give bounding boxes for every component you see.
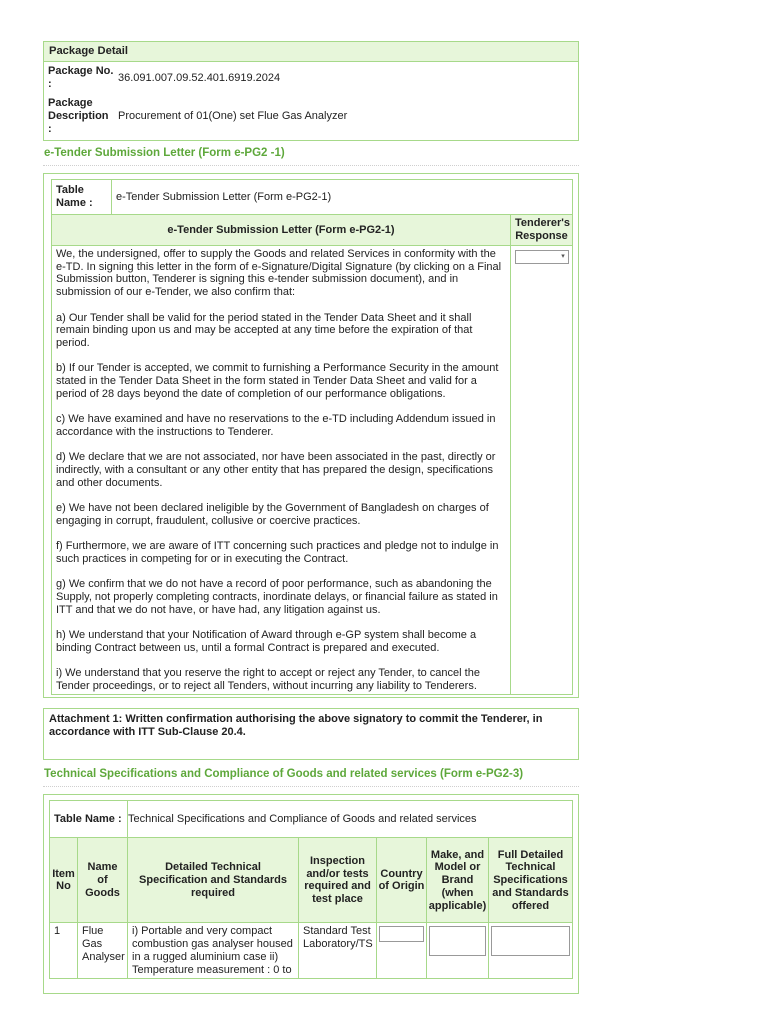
cell-make-model	[427, 923, 489, 979]
package-detail-box	[43, 41, 579, 141]
cell-inspection: Standard Test Laboratory/TS	[299, 923, 377, 979]
table-name-label: Table Name :	[50, 801, 128, 838]
package-description-value: Procurement of 01(One) set Flue Gas Analyzer	[118, 110, 348, 122]
letter-body	[52, 246, 511, 695]
letter-paragraph: g) We confirm that we do not have a record of poor performance, such as abandoning the Supply, not properly completing contracts, inordinate delays, or financial failure as stated in ITT and that we do not have, or have had, any litigation against us.	[56, 578, 498, 616]
submission-letter-box	[43, 173, 579, 698]
table-name-value: e-Tender Submission Letter (Form e-PG2-1)	[112, 180, 573, 215]
header-name-of-goods: Name of Goods	[78, 838, 128, 923]
letter-body-row	[52, 246, 573, 695]
make-model-input[interactable]	[429, 926, 486, 956]
table-row	[50, 923, 573, 979]
header-detailed-spec: Detailed Technical Specification and Standards required	[128, 838, 299, 923]
letter-paragraph: We, the undersigned, offer to supply the Goods and related Services in conformity with the e-TD. In signing this letter in the form of e-Signature/Digital Signature (by clicking on a Final Submission button, Tenderer is signing this e-tender submission document), and in submission of our e-Tender, we also confirm that:	[56, 248, 502, 299]
cell-detailed-spec: i) Portable and very compact combustion gas analyser housed in a rugged aluminium case ii) Temperature measurement : 0 to	[128, 923, 299, 979]
package-description-label: Package Description :	[48, 97, 109, 135]
full-spec-offered-input[interactable]	[491, 926, 570, 956]
letter-paragraph: e) We have not been declared ineligible by the Government of Bangladesh on charges of engaging in corrupt, fraudulent, collusive or coercive practices.	[56, 501, 489, 527]
technical-spec-table	[49, 800, 573, 979]
letter-header-row	[52, 215, 573, 246]
attachment-box	[43, 708, 579, 760]
attachment-text: Attachment 1: Written confirmation authorising the above signatory to commit the Tenderer, in accordance with ITT Sub-Clause 20.4.	[49, 713, 543, 739]
package-description-row	[44, 93, 578, 140]
header-inspection: Inspection and/or tests required and test place	[299, 838, 377, 923]
letter-paragraph: d) We declare that we are not associated, nor have been associated in the past, directly or indirectly, with a consultant or any other entity that has prepared the design, specifications and other documents.	[56, 451, 496, 489]
letter-paragraph: f) Furthermore, we are aware of ITT concerning such practices and pledge not to indulge in such practices in competing for or in executing the Contract.	[56, 540, 499, 565]
cell-item-no: 1	[50, 923, 78, 979]
technical-spec-section-title: Technical Specifications and Compliance of Goods and related services (Form e-PG2-3)	[43, 764, 579, 787]
table-name-value: Technical Specifications and Compliance of Goods and related services	[128, 801, 573, 838]
header-item-no: Item No	[50, 838, 78, 923]
table-name-row	[52, 180, 573, 215]
letter-paragraph: a) Our Tender shall be valid for the period stated in the Tender Data Sheet and it shall remain binding upon us and may be accepted at any time before the expiration of that period.	[56, 311, 473, 349]
dropdown-arrow-icon: ▾	[561, 253, 565, 260]
letter-paragraph: i) We understand that you reserve the right to accept or reject any Tender, to cancel the Tender proceedings, or to reject all Tenders, without incurring any liability to Tenderers.	[56, 667, 480, 692]
package-detail-header: Package Detail	[44, 42, 578, 62]
table-name-row	[50, 801, 573, 838]
package-no-row	[44, 62, 578, 93]
tenderer-response-header: Tenderer's Response	[511, 215, 573, 246]
letter-paragraph: h) We understand that your Notification of Award through e-GP system shall become a binding Contract between us, until a formal Contract is prepared and executed.	[56, 628, 477, 654]
header-country-of-origin: Country of Origin	[377, 838, 427, 923]
country-of-origin-input[interactable]	[379, 926, 424, 942]
letter-paragraph: c) We have examined and have no reservations to the e-TD including Addendum issued in accordance with the instructions to Tenderer.	[56, 413, 496, 438]
submission-letter-section-title: e-Tender Submission Letter (Form e-PG2 -1)	[43, 143, 579, 166]
letter-paragraph: b) If our Tender is accepted, we commit to furnishing a Performance Security in the amount stated in the Tender Data Sheet in the form stated in Tender Data Sheet and valid for a period of 28 days beyond the date of completion of our performance obligations.	[56, 362, 499, 400]
tenderer-response-cell	[511, 246, 573, 695]
letter-column-header: e-Tender Submission Letter (Form e-PG2-1)	[52, 215, 511, 246]
header-make-model: Make, and Model or Brand (when applicable)	[427, 838, 489, 923]
header-full-spec-offered: Full Detailed Technical Specifications and Standards offered	[489, 838, 573, 923]
cell-country-of-origin	[377, 923, 427, 979]
table-name-label: Table Name :	[52, 180, 112, 215]
spec-header-row	[50, 838, 573, 923]
tenderer-response-select[interactable]	[515, 250, 569, 264]
package-no-label: Package No. :	[48, 65, 114, 90]
cell-name-of-goods: Flue Gas Analyser	[78, 923, 128, 979]
submission-letter-table	[51, 179, 573, 695]
technical-spec-box	[43, 794, 579, 994]
page-content	[43, 41, 579, 994]
package-no-value: 36.091.007.09.52.401.6919.2024	[118, 72, 281, 84]
cell-full-spec-offered	[489, 923, 573, 979]
